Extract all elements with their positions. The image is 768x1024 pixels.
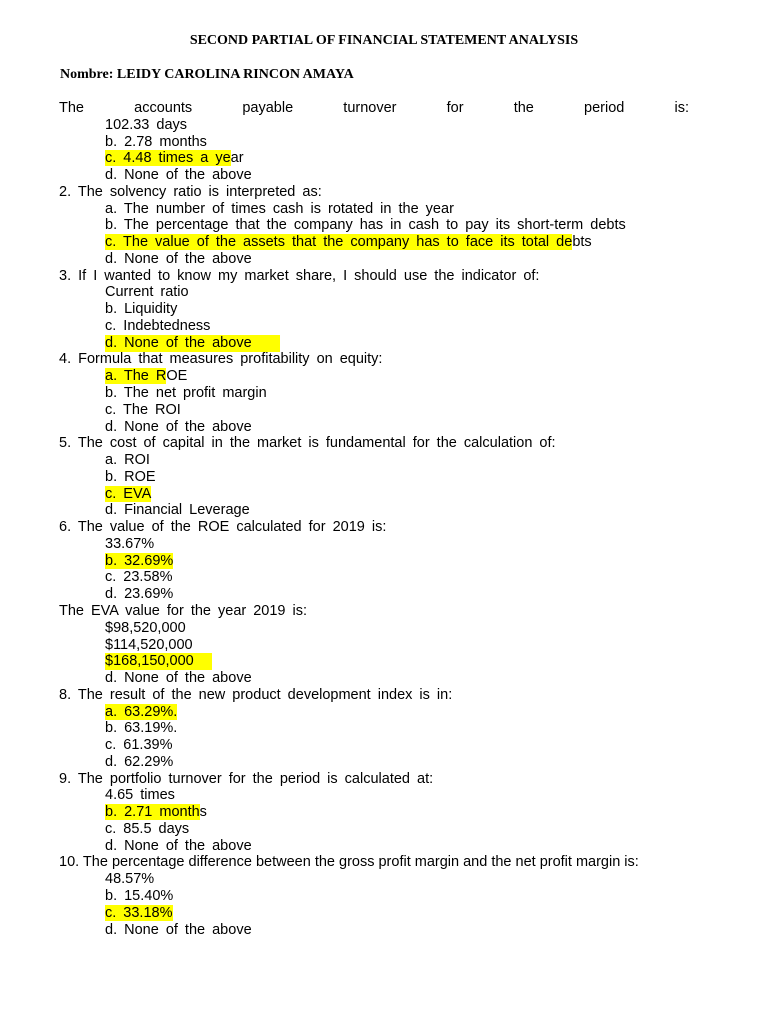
answer-option: a. ROI xyxy=(105,452,150,469)
answer-highlight: c. 33.18% xyxy=(105,904,173,921)
answer-option: $98,520,000 xyxy=(105,619,186,636)
answer-option: $114,520,000 xyxy=(105,636,193,653)
answer-option-selected xyxy=(0,704,768,721)
question-text: The accounts payable turnover for the period is: xyxy=(59,100,689,116)
answer-highlight: a. 63.29%. xyxy=(105,703,178,720)
answer-option: Current ratio xyxy=(105,284,189,301)
answer-option: 4.65 times xyxy=(105,787,175,804)
answer-option: d. None of the above xyxy=(105,921,252,938)
answer-option: d. None of the above xyxy=(105,418,252,435)
question-text: 4. Formula that measures profitability on equity: xyxy=(59,351,383,368)
student-name: Nombre: LEIDY CAROLINA RINCON AMAYA xyxy=(60,67,354,82)
answer-option: b. 63.19%. xyxy=(105,720,178,737)
answer-option-selected xyxy=(0,553,768,570)
question-text: 8. The result of the new product development index is in: xyxy=(59,686,453,703)
question-text: 5. The cost of capital in the market is fundamental for the calculation of: xyxy=(59,435,556,452)
answer-option-selected: b. 2.71 months xyxy=(105,804,207,821)
answer-option-selected xyxy=(0,486,768,503)
answer-option: b. 2.78 months xyxy=(105,133,207,150)
answer-option: c. The ROI xyxy=(105,401,181,418)
answer-option: 48.57% xyxy=(105,871,155,888)
answer-option: c. 85.5 days xyxy=(105,820,190,837)
answer-option: b. ROE xyxy=(105,468,156,485)
answer-option: c. Indebtedness xyxy=(105,317,211,334)
answer-option: b. The percentage that the company has in cash to pay its short-term debts xyxy=(105,217,626,234)
answer-highlight: d. None of the above xyxy=(105,335,280,352)
answer-option: c. 61.39% xyxy=(105,737,173,754)
answer-option-selected xyxy=(0,905,768,922)
question-text: 6. The value of the ROE calculated for 2019 is: xyxy=(59,519,387,536)
answer-highlight: c. 4.48 times a ye xyxy=(105,150,231,167)
answer-option: b. The net profit margin xyxy=(105,385,267,402)
answer-option: d. 23.69% xyxy=(105,586,174,603)
answer-option: 102.33 days xyxy=(105,116,188,133)
answer-option-selected: a. The ROE xyxy=(105,368,188,385)
answer-highlight: c. The value of the assets that the company has to face its total de xyxy=(105,234,573,251)
answer-option-selected: c. 4.48 times a year xyxy=(105,150,244,167)
answer-option: d. None of the above xyxy=(105,250,252,267)
answer-highlight: a. The R xyxy=(105,368,167,385)
answer-highlight: $168,150,000 xyxy=(105,653,212,670)
answer-option: d. None of the above xyxy=(105,167,252,184)
answer-option: a. The number of times cash is rotated in the year xyxy=(105,200,454,217)
question-text: The EVA value for the year 2019 is: xyxy=(59,602,308,619)
document-title: SECOND PARTIAL OF FINANCIAL STATEMENT ANALYSIS xyxy=(189,33,579,48)
answer-option-selected xyxy=(0,653,768,670)
answer-option: d. None of the above xyxy=(105,837,252,854)
answer-highlight: c. EVA xyxy=(105,485,152,502)
answer-option: d. 62.29% xyxy=(105,753,174,770)
answer-highlight: b. 2.71 month xyxy=(105,804,200,821)
answer-option: b. Liquidity xyxy=(105,301,178,318)
answer-option-selected: c. The value of the assets that the company has to face its total debts xyxy=(105,234,592,251)
answer-option-selected xyxy=(0,335,768,352)
answer-option: 33.67% xyxy=(105,535,155,552)
question-text: 10. The percentage difference between the gross profit margin and the net profit margin is: xyxy=(59,854,639,871)
question-text: 9. The portfolio turnover for the period is calculated at: xyxy=(59,770,434,787)
answer-option: d. Financial Leverage xyxy=(105,502,250,519)
question-text: 2. The solvency ratio is interpreted as: xyxy=(59,183,322,200)
question-text: 3. If I wanted to know my market share, I should use the indicator of: xyxy=(59,267,540,284)
answer-highlight: b. 32.69% xyxy=(105,552,174,569)
answer-option: b. 15.40% xyxy=(105,887,174,904)
answer-option: c. 23.58% xyxy=(105,569,173,586)
answer-option: d. None of the above xyxy=(105,670,252,687)
question-list xyxy=(0,100,768,938)
